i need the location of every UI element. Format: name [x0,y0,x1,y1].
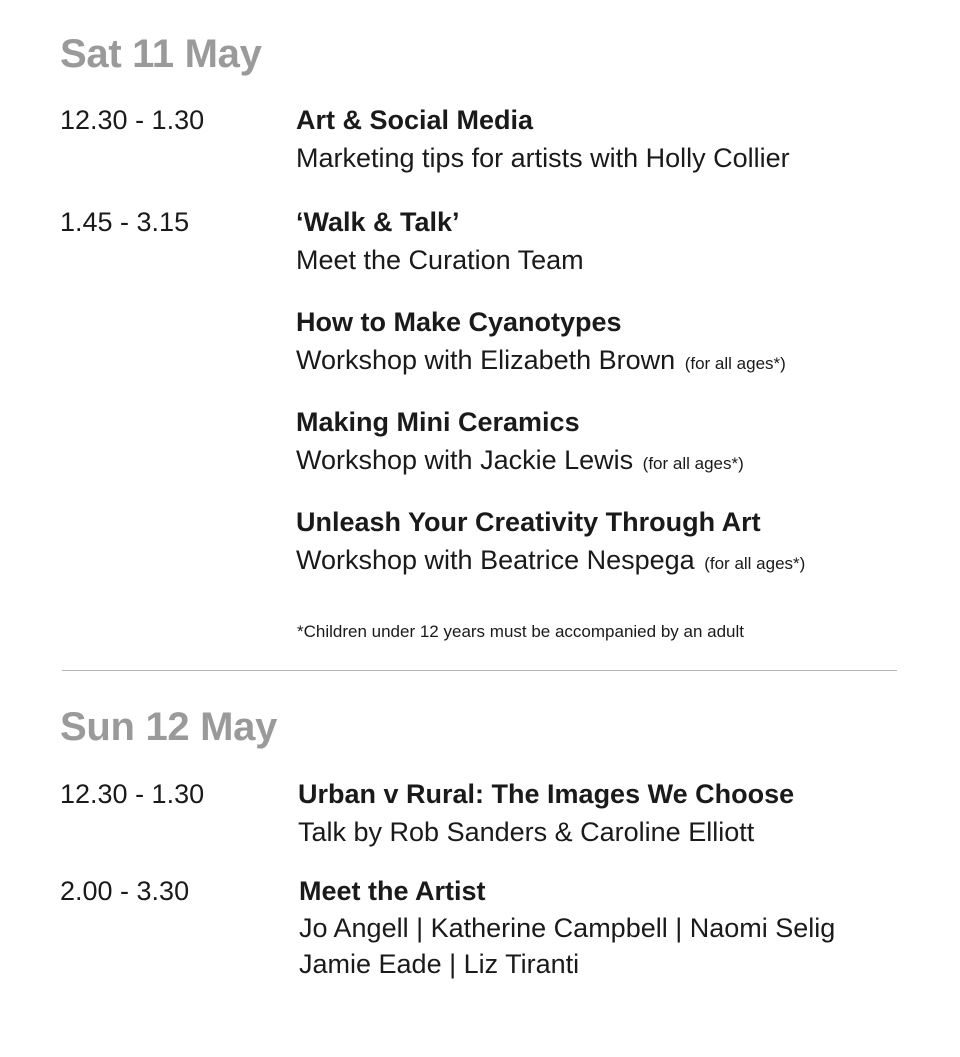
event-description: Marketing tips for artists with Holly Collier [296,143,790,173]
event-title: Meet the Artist [299,876,486,906]
event-description: Workshop with Beatrice Nespega (for all ages*) [296,545,806,575]
event-title: Unleash Your Creativity Through Art [296,507,761,537]
event-description: Meet the Curation Team [296,245,584,275]
event-title: Urban v Rural: The Images We Choose [298,779,795,809]
age-note: (for all ages*) [684,354,786,373]
section-divider [62,670,897,671]
event-description: Talk by Rob Sanders & Caroline Elliott [298,817,755,847]
age-note: (for all ages*) [642,454,744,473]
event-mini-ceramics [296,405,896,482]
event-title: ‘Walk & Talk’ [296,207,460,237]
day-title-sun: Sun 12 May [60,705,278,749]
event-title: Making Mini Ceramics [296,407,580,437]
event-description: Workshop with Jackie Lewis (for all ages*) [296,445,744,475]
event-description: Workshop with Elizabeth Brown (for all ages*) [296,345,786,375]
event-cyanotypes [296,305,896,382]
age-note: (for all ages*) [704,554,806,573]
event-art-social-media [296,103,896,176]
event-urban-v-rural [298,777,898,850]
event-walk-and-talk [296,205,896,278]
event-title: How to Make Cyanotypes [296,307,622,337]
event-meet-the-artist [299,874,899,982]
slot-time: 12.30 - 1.30 [60,779,205,809]
footnote: *Children under 12 years must be accompanied by an adult [297,622,744,641]
artist-names-line-2: Jamie Eade | Liz Tiranti [299,949,580,979]
slot-time: 1.45 - 3.15 [60,207,190,237]
event-title: Art & Social Media [296,105,534,135]
event-unleash-creativity [296,505,896,582]
day-title-sat: Sat 11 May [60,32,262,76]
slot-time: 12.30 - 1.30 [60,105,205,135]
slot-time: 2.00 - 3.30 [60,876,190,906]
artist-names-line-1: Jo Angell | Katherine Campbell | Naomi Selig [299,913,836,943]
